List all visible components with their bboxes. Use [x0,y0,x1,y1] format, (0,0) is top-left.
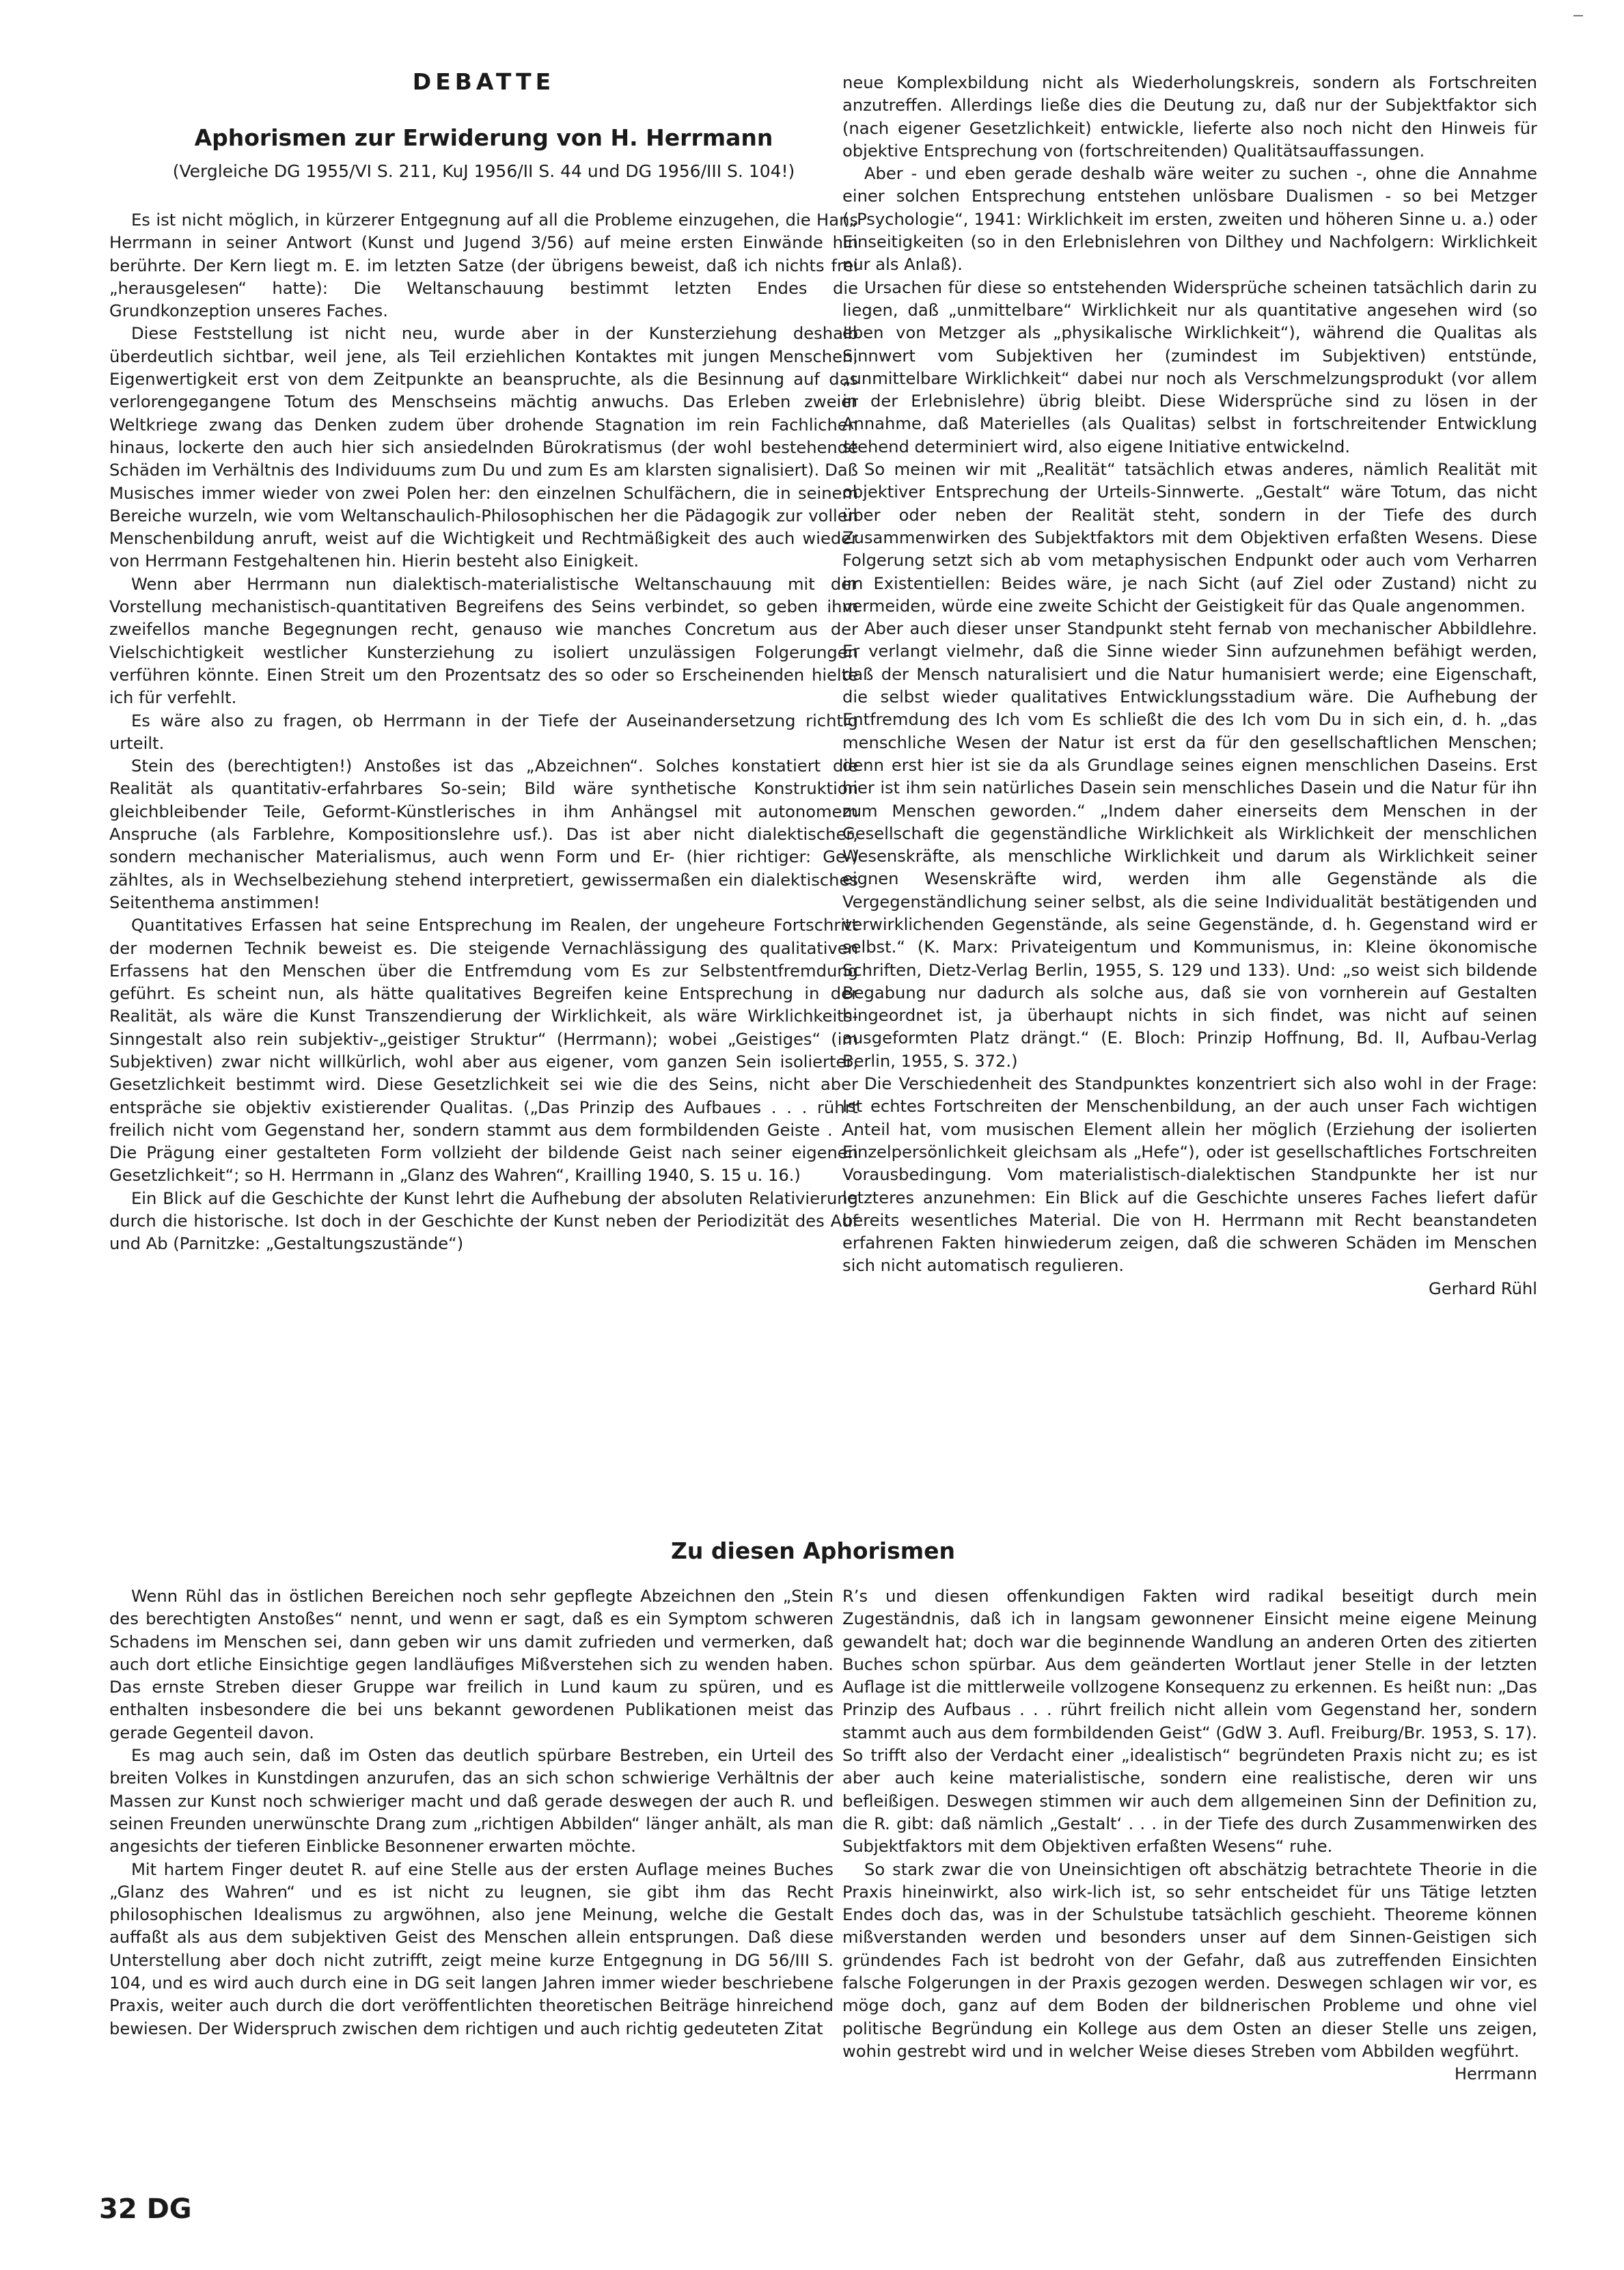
article2-right-column [842,1585,1537,2086]
paragraph: Ursachen für diese so entstehenden Widersprüche scheinen tatsächlich darin zu liegen, daß „unmittelbare“ Wirklichkeit nur als quantitative angesehen wird (so eben von Metzger als „physikalische Wirklichkeit“), während die Qualitas als Sinnwert vom Subjektiven her (zumindest im Subjektiven) entstünde, „unmittelbare Wirklichkeit“ dabei nur noch als Verschmelzungsprodukt (vor allem in der Erlebnislehre) übrig bleibt. Diese Widersprüche sind zu lösen in der Annahme, daß Materielles (als Qualitas) selbst in fortschreitender Entwicklung stehend determiniert wird, also eigene Initiative entwickelnd. [842,277,1537,456]
paragraph: Wenn Rühl das in östlichen Bereichen noch sehr gepflegte Abzeichnen den „Stein des berechtigten Anstoßes“ nennt, und wenn er sagt, daß es ein Symptom schweren Schadens im Menschen sei, dann geben wir uns damit zufrieden und vermerken, daß auch dort etliche Einsichtige gegen landläufiges Mißverstehen sich zu wenden haben. Das ernste Streben dieser Gruppe war freilich in Lund kaum zu spüren, und es enthalten insbesondere die bei uns bekannt gewordenen Publikationen meist das gerade Gegenteil davon. [109,1587,834,1742]
paragraph: So stark zwar die von Uneinsichtigen oft abschätzig betrachtete Theorie in die Praxis hineinwirkt, also wirk-lich ist, so sehr entscheidet für uns Tätige letzten Endes doch das, was in der Schulstube tatsächlich geschieht. Theoreme können mißverstanden werden und besonders unser auf dem Sinnen-Geistigen sich gründendes Fach ist bedroht von der Gefahr, daß aus zutreffenden Einsichten falsche Folgerungen in der Praxis gezogen werden. Deswegen schlagen wir vor, es möge doch, ganz auf dem Boden der bildnerischen Probleme und ohne viel politische Begründung ein Kollege aus dem Osten an dieser Stelle uns zeigen, wohin gestrebt wird und in welcher Weise dieses Streben vom Abbilden wegführt. [842,1859,1537,2061]
scan-edge-mark [1573,15,1583,16]
paragraph: Stein des (berechtigten!) Anstoßes ist das „Abzeichnen“. Solches konstatiert die Realität als quantitativ-erfahrbares So-sein; Bild wäre synthetische Konstruktion gleichbleibender Teile, Geformt-Künstlerisches in ihm Anhängsel mit autonomem Anspruche (als Farblehre, Kompositionslehre usf.). Das ist aber nicht dialektischer, sondern mechanischer Materialismus, auch wenn Form und Er- (hier richtiger: Ge-) zähltes, als in Wechselbeziehung stehend interpretiert, gewissermaßen ein dialektisches Seitenthema anstimmen! [109,756,858,912]
paragraph: Mit hartem Finger deutet R. auf eine Stelle aus der ersten Auflage meines Buches „Glanz des Wahren“ und es ist nicht zu leugnen, sie gibt ihm das Recht philosophischen Idealismus zu argwöhnen, also jene Meinung, welche die Gestalt auffaßt als aus dem subjektiven Geist des Menschen allein entsprungen. Daß diese Unterstellung aber doch nicht zutrifft, zeigt meine kurze Entgegnung in DG 56/III S. 104, und es wird auch durch eine in DG seit langen Jahren immer wieder beschriebene Praxis, weiter auch durch die dort veröffentlichten theoretischen Beiträge hinreichend bewiesen. Der Widerspruch zwischen dem richtigen und auch richtig gedeuteten Zitat [109,1859,834,2038]
paragraph: Wenn aber Herrmann nun dialektisch-materialistische Weltanschauung mit der Vorstellung mechanistisch-quantitativen Begreifens des Seins verbindet, so geben ihm zweifellos manche Begegnungen recht, genauso wie manches Concretum aus der Vielschichtigkeit westlicher Kunsterziehung zu isoliert unzulässigen Folgerungen verführen könnte. Einen Streit um den Prozentsatz des so oder so Erscheinenden hielte ich für verfehlt. [109,574,858,708]
paragraph: Es ist nicht möglich, in kürzerer Entgegnung auf all die Probleme einzugehen, die Hans Herrmann in seiner Antwort (Kunst und Jugend 3/56) auf meine ersten Einwände hin berührte. Der Kern liegt m. E. im letzten Satze (der übrigens beweist, daß ich nichts frei „herausgelesen“ hatte): Die Weltanschauung bestimmt letzten Endes die Grundkonzeption unseres Faches. [109,210,858,321]
article-reference: (Vergleiche DG 1955/VI S. 211, KuJ 1956/II S. 44 und DG 1956/III S. 104!) [172,161,795,181]
paragraph: Es wäre also zu fragen, ob Herrmann in der Tiefe der Auseinandersetzung richtig urteilt. [109,711,858,753]
author-signature: Gerhard Rühl [1429,1278,1537,1298]
author-signature: Herrmann [1454,2064,1537,2084]
article2-left-column [109,1585,834,2040]
paragraph: R’s und diesen offenkundigen Fakten wird radikal beseitigt durch mein Zugeständnis, daß ich in langsam gewonnener Einsicht meine eigene Meinung gewandelt hat; doch war die beginnende Wandlung an anderen Orten des zitierten Buches schon spürbar. Aus dem geänderten Wortlaut jener Stelle in der letzten Auflage ist die mittlerweile vollzogene Konsequenz zu erkennen. Es heißt nun: „Das Prinzip des Aufbaus . . . rührt freilich nicht allein vom Gegenstand her, sondern stammt auch aus dem formbildenden Geist“ (GdW 3. Aufl. Freiburg/Br. 1953, S. 17). So trifft also der Verdacht einer „idealistisch“ begründeten Praxis nicht zu; es ist aber auch keine materialistische, sondern eine realistische, deren wir uns befleißigen. Deswegen stimmen wir auch dem allgemeinen Sinn der Definition zu, die R. gibt: daß nämlich „Gestalt‘ . . . in der Tiefe des durch Zusammenwirken des Subjektfaktors mit dem Objektiven erfaßten Wesens“ ruhe. [842,1587,1537,1857]
page-number: 32 DG [99,2193,192,2225]
paragraph: Aber auch dieser unser Standpunkt steht fernab von mechanischer Abbildlehre. Er verlangt vielmehr, daß die Sinne wieder Sinn aufzunehmen befähigt werden, daß der Mensch naturalisiert und die Natur humanisiert werde; eine Eigenschaft, die selbst wieder qualitatives Entwicklungsstadium wäre. Die Aufhebung der Entfremdung des Ich vom Es schließt die des Ich vom Du in sich ein, d. h. „das menschliche Wesen der Natur ist erst da für den gesellschaftlichen Menschen; denn erst hier ist sie da als Grundlage seines eignen menschlichen Daseins. Erst hier ist ihm sein natürliches Dasein sein menschliches Dasein und die Natur für ihn zum Menschen geworden.“ „Indem daher einerseits dem Menschen in der Gesellschaft die gegenständliche Wirklichkeit als Wirklichkeit der menschlichen Wesenskräfte, als menschliche Wirklichkeit und darum als Wirklichkeit seiner eignen Wesenskräfte wird, werden ihm alle Gegenstände als die Vergegenständlichung seiner selbst, als die seine Individualität bestätigenden und verwirklichenden Gegenstände, als seine Gegenstände, d. h. Gegenstand wird er selbst.“ (K. Marx: Privateigentum und Kommunismus, in: Kleine ökonomische Schriften, Dietz-Verlag Berlin, 1955, S. 129 und 133). Und: „so weist sich bildende Begabung nur dadurch als solche aus, daß sie von vornherein auf Gestalten hingeordnet ist, ja überhaupt nichts in sich findet, was nicht auf seinen ausgeformten Platz drängt.“ (E. Bloch: Prinzip Hoffnung, Bd. II, Aufbau-Verlag Berlin, 1955, S. 372.) [842,619,1537,1071]
paragraph: Quantitatives Erfassen hat seine Entsprechung im Realen, der ungeheure Fortschritt der modernen Technik beweist es. Die steigende Vernachlässigung des qualitativen Erfassens hat den Menschen über die Entfremdung vom Es zur Selbstentfremdung geführt. Es scheint nun, als hätte qualitatives Begreifen keine Entsprechung in der Realität, als wäre die Kunst Transzendierung der Wirklichkeit, als wäre Wirklichkeits-Sinngestalt also rein subjektiv-„geistiger Struktur“ (Herrmann); wobei „Geistiges“ (im Subjektiven) zwar nicht willkürlich, wohl aber aus eigener, vom ganzen Sein isolierter, Gesetzlichkeit bestimmt wird. Diese Gesetzlichkeit sei wie die des Seins, nicht aber entspräche sie objektiv existierender Qualitas. („Das Prinzip des Aufbaues . . . rührt freilich nicht vom Gegenstand her, sondern stammt aus dem formbildenden Geiste . . . Die Prägung einer gestalteten Form vollzieht der bildende Geist nach seiner eigenen Gesetzlichkeit“; so H. Herrmann in „Glanz des Wahren“, Krailling 1940, S. 15 u. 16.) [109,916,858,1186]
article1-left-column [109,209,858,1256]
paragraph: Aber - und eben gerade deshalb wäre weiter zu suchen -, ohne die Annahme einer solchen Entsprechung entstehen unlösbare Dualismen - so bei Metzger („Psychologie“, 1941: Wirklichkeit im ersten, zweiten und höheren Sinne u. a.) oder Einseitigkeiten (so in den Erlebnislehren von Dilthey und Nachfolgern: Wirklichkeit nur als Anlaß). [842,164,1537,275]
article1-right-column [842,72,1537,1300]
paragraph: Es mag auch sein, daß im Osten das deutlich spürbare Bestreben, ein Urteil des breiten Volkes in Kunstdingen anzurufen, das an sich schon schwierige Verhältnis der Massen zur Kunst noch schwieriger macht und daß gerade deswegen der auch R. und seinen Freunden unerwünschte Drang zum „richtigen Abbilden“ länger anhält, als man angesichts der tieferen Einblicke Besonnener erwarten möchte. [109,1746,834,1857]
paragraph: neue Komplexbildung nicht als Wiederholungskreis, sondern als Fortschreiten anzutreffen. Allerdings ließe dies die Deutung zu, daß nur der Subjektfaktor sich (nach eigener Gesetzlichkeit) entwickle, lieferte also noch nicht den Hinweis für objektive Entsprechung von (fortschreitenden) Qualitätsauffassungen. [842,73,1537,161]
paragraph: So meinen wir mit „Realität“ tatsächlich etwas anderes, nämlich Realität mit objektiver Entsprechung der Urteils-Sinnwerte. „Gestalt“ wäre Totum, das nicht über oder neben der Realität steht, sondern in der Tiefe des durch Zusammenwirken des Subjektfaktors mit dem Objektiven erfaßten Wesens. Diese Folgerung setzt sich ab vom metaphysischen Endpunkt oder auch vom Verharren im Existentiellen: Beides wäre, je nach Sicht (auf Ziel oder Zustand) nicht zu vermeiden, würde eine zweite Schicht der Geistigkeit für das Quale angenommen. [842,460,1537,616]
paragraph: Die Verschiedenheit des Standpunktes konzentriert sich also wohl in der Frage: Ist echtes Fortschreiten der Menschenbildung, an der auch unser Fach wichtigen Anteil hat, vom musischen Element allein her möglich (Erziehung der isolierten Einzelpersönlichkeit gleichsam als „Hefe“), oder ist gesellschaftliches Fortschreiten Vorausbedingung. Vom materialistisch-dialektischen Standpunkte her ist nur letzteres anzunehmen: Ein Blick auf die Geschichte unseres Faches liefert dafür bereits wesentliches Material. Die von H. Herrmann mit Recht beanstandeten erfahrenen Fakten hinwiederum zeigen, daß die schweren Schäden im Menschen sich nicht automatisch regulieren. [842,1074,1537,1276]
paragraph: Ein Blick auf die Geschichte der Kunst lehrt die Aufhebung der absoluten Relativierung durch die historische. Ist doch in der Geschichte der Kunst neben der Periodizität des Auf und Ab (Parnitzke: „Gestaltungszustände“) [109,1188,858,1254]
article-title: Aphorismen zur Erwiderung von H. Herrmann [194,124,773,151]
section-label: DEBATTE [412,68,555,95]
response-title: Zu diesen Aphorismen [670,1537,956,1564]
paragraph: Diese Feststellung ist nicht neu, wurde aber in der Kunsterziehung deshalb überdeutlich sichtbar, weil jene, als Teil erziehlichen Kontaktes mit jungen Menschen, Eigenwertigkeit erst von dem Zeitpunkte an beanspruchte, als die Besinnung auf das verlorengegangene Totum des Menschseins mächtig anwuchs. Das Erleben zweier Weltkriege zwang das Denken zudem über drohende Stagnation im rein Fachlichen hinaus, lockerte den auch hier sich ansiedelnden Bürokratismus (der wohl bestehende Schäden im Verhältnis des Individuums zum Du und zum Es am klarsten signalisiert). Daß Musisches immer wieder von zwei Polen her: den einzelnen Schulfächern, die in seinem Bereiche wurzeln, wie vom Weltanschaulich-Philosophischen her die Pädagogik zur vollen Menschenbildung anruft, weist auf die Wichtigkeit und Rechtmäßigkeit des auch wieder von Herrmann Festgehaltenen hin. Hierin besteht also Einigkeit. [109,324,858,571]
